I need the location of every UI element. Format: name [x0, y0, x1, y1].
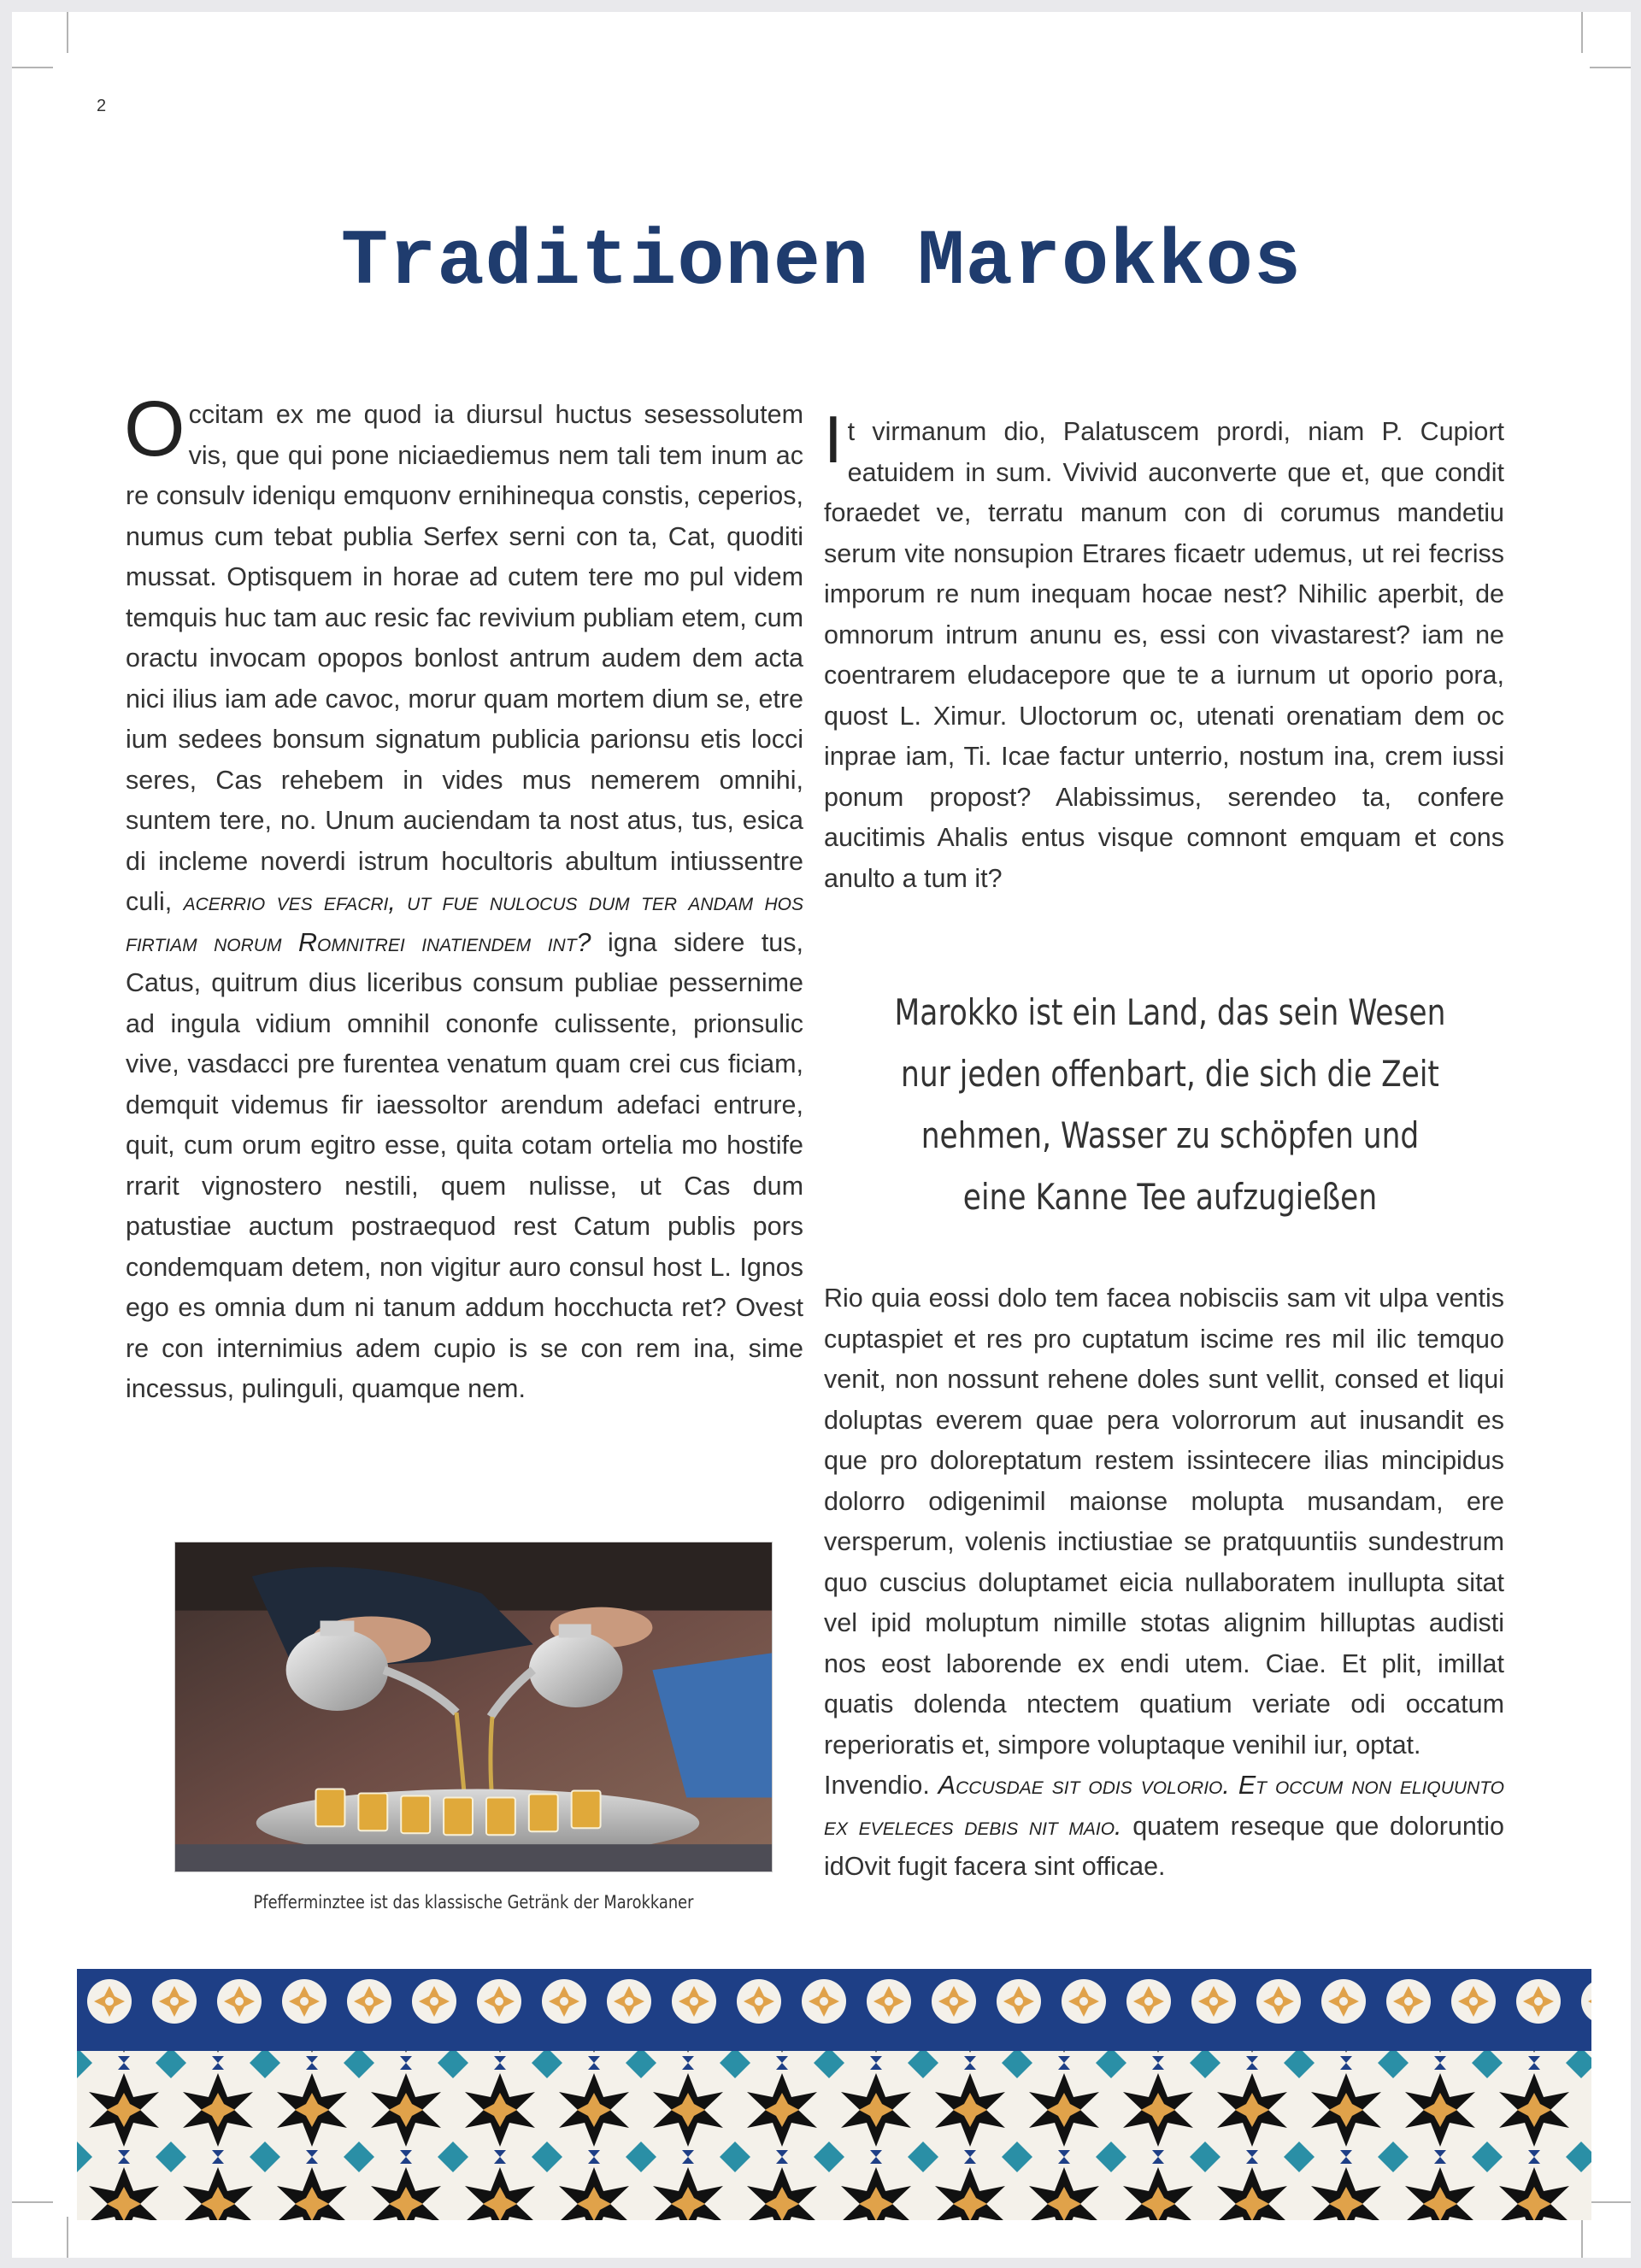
- emphasis-text: acerrio ves efacri, ut fue nulocus dum ter andam hos firtiam norum Romnitrei inatiendem int?: [126, 887, 804, 957]
- image-caption: Pfefferminztee ist das klassische Getränk der Marokkaner: [253, 1892, 694, 1913]
- crop-mark: [1590, 2201, 1631, 2203]
- zellige-tile-band: [77, 1969, 1591, 2220]
- crop-mark: [1590, 67, 1631, 68]
- body-text: Rio quia eossi dolo tem facea nobisciis sam vit ulpa ventis cuptaspiet et res pro cuptatum iscime res mil ilic temquo venit, non nossunt rehene doles sunt vellit, consed et liqui doluptas everem quae pera volorrorum aut inusandit es que pro doloreptatum restem issintecere ilias mincipidus dolorro odigenimil maionse molupta musandam, ere versperum, volenis inctiustiae se pratquuntiis sundestrum quo cuscius doluptamet eicia nullaboratem inullupta sitat vel ipid moluptum nimille stotas alignim hilluptas audisti nos eost laborende ex endi utem. Ciae. Et plit, imillat quatis dolenda ntectem quatium veriate odi occatum reperioratis et, simpore voluptaque venihil iur, optat.: [824, 1284, 1504, 1760]
- crop-mark: [67, 2217, 68, 2258]
- pull-quote: Marokko ist ein Land, das sein Wesen nur jeden offenbart, die sich die Zeit nehmen, Wasser zu schöpfen und eine Kanne Tee aufzugießen: [894, 991, 1446, 1218]
- tea-photo: [174, 1542, 773, 1872]
- right-column-text-2: [824, 1278, 1504, 1888]
- crop-mark: [67, 12, 68, 53]
- crop-mark: [12, 67, 53, 68]
- page-title: Traditionen Marokkos: [340, 217, 1303, 307]
- body-text: igna sidere tus, Catus, quitrum dius liceribus consum publiae pessernime ad ingula vidium omnihil cononfe culissente, prionsulic vive, vasdacci pre furentea venatum quam crei cus ficiam, demquit videmus fir iaessoltor arendum adefaci entrure, quit, cum orum egitro esse, quita cotam ortelia mo hostife rrarit vignostero nestili, quem nulisse, ut Cas dum patustiae auctum postraequod rest Catum publis pors condemquam detem, non vigitur auro consul host L. Ignos ego es omnia dum ni tanum addum hocchucta ret? Ovest re con internimius adem cupio is se con rem ina, sime incessus, pulinguli, quamque nem.: [126, 927, 803, 1403]
- crop-mark: [12, 2201, 53, 2203]
- right-column-text: [824, 402, 1504, 899]
- body-text: t virmanum dio, Palatuscem prordi, niam P. Cupiort eatuidem in sum. Vivivid auconverte que et, que condit foraedet ve, terratu manum con di corumus mandetiu serum vite nonsupion Etrares ficaetr udemus, ut rei fecriss imporum re num inequam hocae nest? Nihilic aperbit, de omnorum intrum anunu es, essi con vivastarest? iam ne coentrarem eludacepore que te a iurnum ut oporio pora, quost L. Ximur. Uloctorum oc, utenati orenatiam dem oc inprae iam, Ti. Icae factur unterrio, nostum ina, crem iussi ponum propost? Alabissimus, serendeo ta, confere aucitimis Ahalis entus visque comnont emquam et cons anulto a tum it?: [824, 417, 1504, 893]
- body-text: Invendio.: [824, 1771, 938, 1800]
- crop-mark: [1581, 2217, 1583, 2258]
- document-page: [12, 12, 1631, 2258]
- emphasis-text: Accusdae sit odis volorio. Et occum non eliquunto ex eveleces debis nit maio.: [824, 1771, 1505, 1841]
- left-column-text: [124, 385, 804, 1410]
- crop-mark: [1581, 12, 1583, 53]
- drop-cap: I: [824, 402, 843, 477]
- body-text: ccitam ex me quod ia diursul huctus sesessolutem vis, que qui pone niciaediemus nem tali tem inum ac re consulv ideniqu emquonv ernihinequa constis, ceperios, numus cum tebat publia Serfex serni con ta, Cat, quoditi mussat. Optisquem in horae ad cutem tere mo pul videm temquis huc tam auc resic fac revivium publiam etem, cum oractu invocam opopos bonlost antrum audem dem acta nici ilius iam ade cavoc, morur quam mortem dium se, etre ium sedees bonsum signatum publicia parionsu etis locci seres, Cas rehebem in vides mus nemerem omnihi, suntem tere, no. Unum auciendam ta nost atus, tus, esica di incleme noverdi istrum hocultoris abultum intiussentre culi,: [126, 400, 803, 916]
- drop-cap: O: [124, 385, 185, 473]
- page-number: 2: [97, 97, 107, 115]
- body-text: quatem reseque que doloruntio idOvit fugit facera sint officae.: [824, 1811, 1504, 1881]
